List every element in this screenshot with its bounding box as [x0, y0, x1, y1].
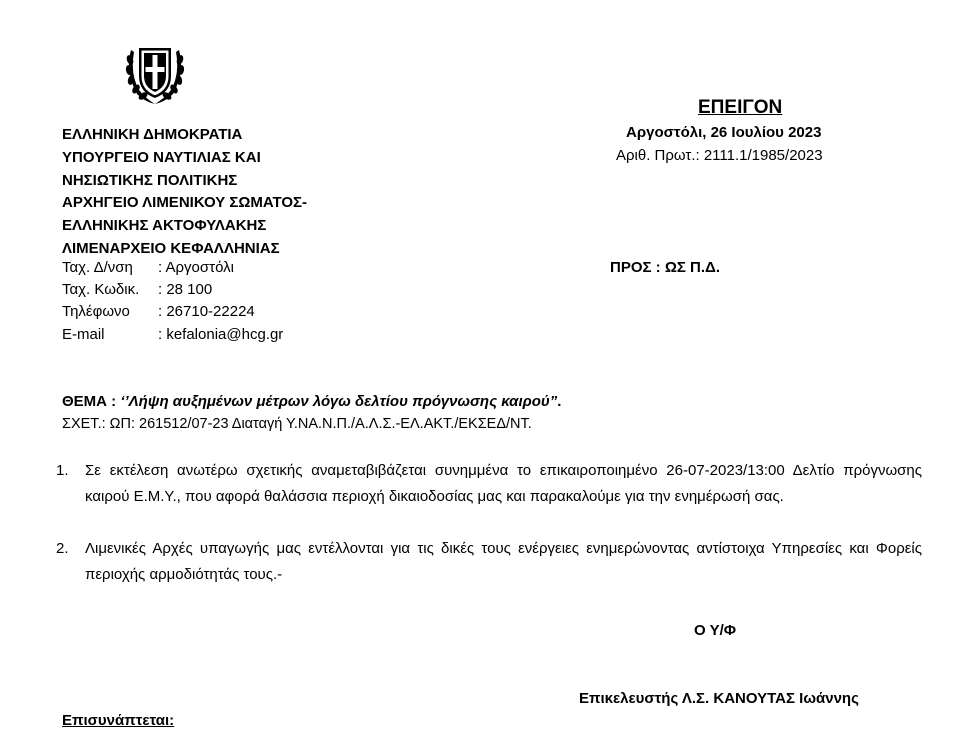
issuer-block [62, 124, 307, 261]
subject-line [62, 393, 561, 411]
subject-text: ‘’Λήψη αυξημένων μέτρων λόγω δελτίου πρόγνωσης καιρού” [120, 393, 558, 410]
issuer-line: ΕΛΛΗΝΙΚΗ ΔΗΜΟΚΡΑΤΙΑ [62, 126, 243, 143]
place-and-date: Αργοστόλι, 26 Ιουλίου 2023 [626, 124, 822, 141]
signature-name: Επικελευστής Λ.Σ. ΚΑΝΟΥΤΑΣ Ιωάννης [579, 690, 859, 707]
contact-address [62, 259, 234, 277]
issuer-line: ΥΠΟΥΡΓΕΙΟ ΝΑΥΤΙΛΙΑΣ ΚΑΙ [62, 148, 261, 166]
paragraph-text: Λιμενικές Αρχές υπαγωγής μας εντέλλονται για τις δικές τους ενέργειες ενημερώνοντας αντίστοιχα Υπηρεσίες και Φορείς περιοχής αρμοδιότητάς τους.- [85, 540, 922, 583]
body-paragraph [56, 458, 922, 536]
body-paragraph [56, 536, 922, 588]
urgency-status: ΕΠΕΙΓΟΝ [698, 97, 783, 118]
contact-value: : Αργοστόλι [158, 259, 234, 276]
signature-title: Ο Υ/Φ [694, 622, 737, 639]
contact-value: : kefalonia@hcg.gr [158, 326, 284, 343]
issuer-line: ΝΗΣΙΩΤΙΚΗΣ ΠΟΛΙΤΙΚΗΣ [62, 171, 238, 189]
attachments-label: Επισυνάπτεται: [62, 712, 175, 729]
issuer-line: ΑΡΧΗΓΕΙΟ ΛΙΜΕΝΙΚΟΥ ΣΩΜΑΤΟΣ- [62, 194, 308, 212]
greek-coat-of-arms-icon [123, 36, 187, 108]
issuer-line: ΕΛΛΗΝΙΚΗΣ ΑΚΤΟΦΥΛΑΚΗΣ [62, 217, 267, 235]
contact-email [62, 326, 283, 344]
contact-phone [62, 303, 255, 321]
contact-label: Ταχ. Δ/νση [62, 259, 133, 276]
paragraph-text: Σε εκτέλεση ανωτέρω σχετικής αναμεταβιβάζεται συνημμένα το επικαιροποιημένο 26-07-2023/13:00 Δελτίο πρόγνωσης καιρού Ε.Μ.Υ., που αφορά θαλάσσια περιοχή δικαιοδοσίας μας και παρακαλούμε για την ενημέρωσή σας. [85, 462, 922, 505]
contact-label: E-mail [62, 326, 105, 343]
subject-end: . [557, 393, 562, 410]
contact-label: Ταχ. Κωδικ. [62, 281, 140, 298]
contact-label: Τηλέφωνο [62, 303, 130, 320]
paragraph-number: 2. [56, 540, 69, 557]
contact-value: : 26710-22224 [158, 303, 255, 320]
paragraph-number: 1. [56, 462, 69, 479]
contact-value: : 28 100 [158, 281, 213, 298]
issuer-line: ΛΙΜΕΝΑΡΧΕΙΟ ΚΕΦΑΛΛΗΝΙΑΣ [62, 239, 280, 257]
contact-postal [62, 281, 212, 299]
protocol-number: Αριθ. Πρωτ.: 2111.1/1985/2023 [616, 147, 823, 164]
subject-label: ΘΕΜΑ : [62, 393, 121, 410]
recipient: ΠΡΟΣ : ΩΣ Π.Δ. [610, 259, 720, 276]
reference-line: ΣΧΕΤ.: ΩΠ: 261512/07-23 Διαταγή Υ.ΝΑ.Ν.Π./Α.Λ.Σ.-ΕΛ.ΑΚΤ./ΕΚΣΕΔ/ΝΤ. [62, 416, 532, 432]
